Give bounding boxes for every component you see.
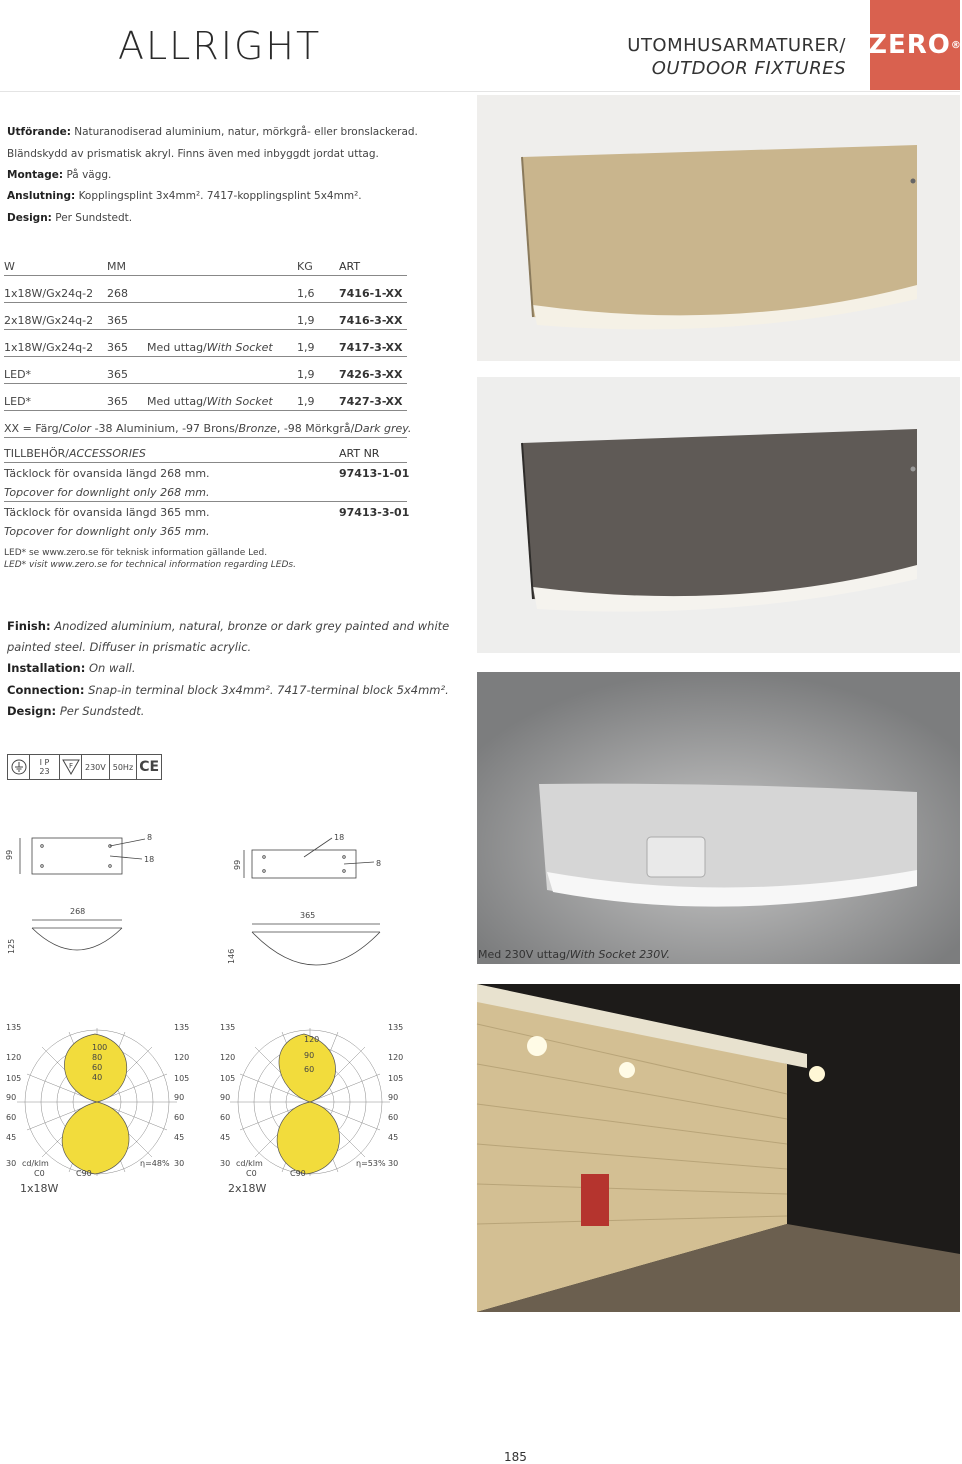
accessory-row-sv: [4, 504, 410, 522]
cell-kg: 1,6: [297, 287, 315, 300]
voltage: 230V: [82, 755, 110, 779]
acc-en: Topcover for downlight only 268 mm.: [4, 486, 210, 499]
ring-label: 60: [304, 1065, 315, 1074]
acc-en: Topcover for downlight only 365 mm.: [4, 525, 210, 538]
angle-label: 45: [6, 1133, 17, 1142]
backplate-365: [252, 850, 356, 878]
angle-label: 90: [6, 1093, 17, 1102]
cell-w: LED*: [4, 395, 32, 408]
spec-design-en: [7, 704, 144, 718]
dim-h3: 125: [7, 938, 16, 954]
accessory-row-sv: [4, 465, 410, 483]
spec-design-sv: [7, 212, 132, 224]
spec-finish-sv: [7, 126, 418, 138]
cell-art: 7417-3-XX: [339, 341, 403, 354]
acc-header-en: ACCESSORIES: [69, 447, 146, 460]
profile-365: [252, 932, 380, 965]
col-header-mm: MM: [107, 260, 126, 273]
socket-caption: [478, 948, 670, 961]
dim-h1: 99: [5, 849, 14, 860]
screw-hole: [263, 870, 266, 873]
spec-text: Per Sundstedt.: [59, 704, 145, 718]
angle-label: 120: [174, 1053, 190, 1062]
note-en: With Socket: [206, 341, 273, 354]
screw-hole: [109, 865, 112, 868]
spec-finish-en-2: painted steel. Diffuser in prismatic acrylic.: [7, 640, 252, 654]
cell-kg: 1,9: [297, 395, 315, 408]
acc-header: [4, 447, 146, 460]
dim-h4: 146: [227, 948, 236, 964]
cell-w: 1x18W/Gx24q-2: [4, 287, 94, 300]
col-header-art: ART: [339, 260, 361, 273]
screw-hole: [343, 856, 346, 859]
ip-bottom: 23: [39, 767, 50, 776]
cell-mm: 268: [107, 287, 128, 300]
accessory-row-en: [4, 484, 407, 502]
table-row: [4, 366, 407, 384]
cell-art: 7416-3-XX: [339, 314, 403, 327]
cell-art: 7427-3-XX: [339, 395, 403, 408]
dim-d4: 8: [376, 859, 382, 868]
polar-lobe-c90: [62, 1102, 129, 1174]
angle-label: 45: [174, 1133, 185, 1142]
ce-mark-icon: CE: [139, 759, 160, 775]
product-photo-socket: [477, 672, 960, 964]
efficiency-label: η=53%: [356, 1159, 386, 1168]
cell-kg: 1,9: [297, 341, 315, 354]
angle-label: 90: [174, 1093, 185, 1102]
dim-d2: 18: [144, 855, 155, 864]
product-table: [4, 258, 412, 438]
screw-hole: [41, 865, 44, 868]
note-sv: Med uttag/: [147, 395, 207, 408]
f-mark-icon: [60, 755, 82, 779]
dim-w1: 268: [70, 907, 86, 916]
certification-strip: [7, 754, 162, 780]
logo-mark: ®: [950, 39, 962, 51]
page-number: 185: [504, 1450, 527, 1464]
angle-label: 105: [174, 1074, 190, 1083]
header-divider: [0, 91, 960, 92]
angle-label: 105: [388, 1074, 404, 1083]
acc-art: 97413-3-01: [339, 506, 410, 519]
col-header-kg: KG: [297, 260, 313, 273]
angle-label: 60: [174, 1113, 185, 1122]
dim-d3: 18: [334, 833, 345, 842]
angle-label: 120: [220, 1053, 236, 1062]
spec-conn-sv: [7, 190, 362, 202]
spec-text: On wall.: [89, 661, 136, 675]
logo-text: ZERO: [868, 30, 951, 60]
spec-text: Naturanodiserad aluminium, natur, mörkgrå- eller bronslackerad.: [74, 126, 418, 138]
angle-label: 105: [220, 1074, 236, 1083]
ring-label: 80: [92, 1053, 103, 1062]
spec-finish-en: [7, 619, 449, 633]
cn-b: Color: [62, 422, 92, 435]
angle-label: 30: [220, 1159, 231, 1168]
cell-note: [147, 395, 273, 408]
acc-header-sv: TILLBEHÖR/: [4, 447, 69, 460]
table-row: [4, 312, 407, 330]
category-sv: UTOMHUSARMATURER/: [627, 35, 846, 56]
angle-label: 135: [174, 1023, 190, 1032]
angle-label: 90: [388, 1093, 399, 1102]
diagram-title: 1x18W: [20, 1182, 59, 1195]
ring-label: 90: [304, 1051, 315, 1060]
cell-w: 2x18W/Gx24q-2: [4, 314, 94, 327]
spec-label: Installation:: [7, 661, 86, 675]
spec-label: Anslutning:: [7, 190, 76, 202]
cn-d: Bronze: [238, 422, 277, 435]
cn-c: -38 Aluminium, -97 Brons/: [91, 422, 239, 435]
c0-label: C0: [246, 1169, 257, 1178]
diagram-title: 2x18W: [228, 1182, 267, 1195]
accessories-table: [4, 445, 410, 545]
angle-label: 135: [220, 1023, 236, 1032]
color-note-row: [4, 420, 412, 438]
polar-lobe-c90: [277, 1102, 339, 1174]
product-photo-grey: [477, 377, 960, 653]
spec-text: Snap-in terminal block 3x4mm². 7417-terminal block 5x4mm².: [88, 683, 449, 697]
spec-label: Finish:: [7, 619, 51, 633]
ip-rating: [30, 755, 60, 779]
svg-text:F: F: [68, 762, 73, 770]
note-sv: Med uttag/: [147, 341, 207, 354]
caption-sv: Med 230V uttag/: [478, 948, 570, 961]
ring-label: 120: [304, 1035, 320, 1044]
note-en: With Socket: [206, 395, 273, 408]
angle-label: 120: [388, 1053, 404, 1062]
angle-label: 60: [220, 1113, 231, 1122]
acc-sv: Täcklock för ovansida längd 268 mm.: [4, 467, 210, 480]
polar-svg: [0, 1020, 420, 1200]
cell-kg: 1,9: [297, 368, 315, 381]
frequency: 50Hz: [110, 755, 137, 779]
profile-268: [32, 928, 122, 950]
cell-art: 7416-1-XX: [339, 287, 403, 300]
spec-text: Anodized aluminium, natural, bronze or dark grey painted and white: [54, 619, 450, 633]
angle-label: 60: [6, 1113, 17, 1122]
spec-label: Connection:: [7, 683, 85, 697]
screw-hole: [343, 870, 346, 873]
dim-w2: 365: [300, 911, 316, 920]
spec-label: Design:: [7, 704, 57, 718]
cell-art: 7426-3-XX: [339, 368, 403, 381]
led-note-en: LED* visit www.zero.se for technical information regarding LEDs.: [4, 560, 296, 570]
unit-label: cd/klm: [236, 1159, 263, 1168]
installation-photo: [477, 984, 960, 1312]
angle-label: 30: [174, 1159, 185, 1168]
cn-a: XX = Färg/: [4, 422, 63, 435]
screw-hole: [41, 845, 44, 848]
angle-label: 30: [6, 1159, 17, 1168]
unit-label: cd/klm: [22, 1159, 49, 1168]
ip-top: I P: [39, 758, 50, 767]
c90-label: C90: [290, 1169, 306, 1178]
polar-diagrams: [0, 1020, 420, 1200]
spec-label: Design:: [7, 212, 52, 224]
angle-label: 135: [6, 1023, 22, 1032]
ring-label: 100: [92, 1043, 108, 1052]
c90-label: C90: [76, 1169, 92, 1178]
table-row: [4, 339, 407, 357]
angle-label: 135: [388, 1023, 404, 1032]
table-row: [4, 393, 407, 411]
efficiency-label: η=48%: [140, 1159, 170, 1168]
cell-mm: 365: [107, 395, 128, 408]
acc-header-art: ART NR: [339, 447, 380, 460]
dim-d1: 8: [147, 833, 153, 842]
angle-label: 120: [6, 1053, 22, 1062]
spec-finish-sv-2: Bländskydd av prismatisk akryl. Finns även med inbyggdt jordat uttag.: [7, 148, 379, 160]
cn-e: , -98 Mörkgrå/: [276, 422, 355, 435]
cell-mm: 365: [107, 368, 128, 381]
angle-label: 45: [388, 1133, 399, 1142]
zero-logo: [870, 0, 960, 90]
col-header-w: W: [4, 260, 15, 273]
cell-w: LED*: [4, 368, 32, 381]
cell-mm: 365: [107, 314, 128, 327]
cell-note: [147, 341, 273, 354]
acc-art: 97413-1-01: [339, 467, 410, 480]
color-note: [4, 422, 411, 435]
screw-hole: [263, 856, 266, 859]
cell-kg: 1,9: [297, 314, 315, 327]
dim-h2: 99: [233, 859, 242, 870]
angle-label: 45: [220, 1133, 231, 1142]
spec-text: Per Sundstedt.: [55, 212, 133, 224]
table-header-row: [4, 258, 407, 276]
spec-install-en: [7, 661, 136, 675]
spec-label: Utförande:: [7, 126, 71, 138]
category-en: OUTDOOR FIXTURES: [651, 58, 846, 79]
ring-label: 60: [92, 1063, 103, 1072]
led-note-sv: LED* se www.zero.se för teknisk information gällande Led.: [4, 548, 268, 558]
table-row: [4, 285, 407, 303]
spec-mount-sv: [7, 169, 111, 181]
angle-label: 30: [388, 1159, 399, 1168]
angle-label: 105: [6, 1074, 22, 1083]
backplate-268: [32, 838, 122, 874]
category-heading: [627, 34, 846, 80]
spec-label: Montage:: [7, 169, 64, 181]
spec-text: På vägg.: [66, 169, 112, 181]
acc-sv: Täcklock för ovansida längd 365 mm.: [4, 506, 210, 519]
spec-conn-en: [7, 683, 449, 697]
cn-f: Dark grey.: [354, 422, 412, 435]
cell-mm: 365: [107, 341, 128, 354]
angle-label: 90: [220, 1093, 231, 1102]
page-title: ALLRIGHT: [118, 24, 322, 68]
spec-text: Kopplingsplint 3x4mm². 7417-kopplingsplint 5x4mm².: [78, 190, 362, 202]
angle-label: 60: [388, 1113, 399, 1122]
ring-label: 40: [92, 1073, 103, 1082]
caption-en: With Socket 230V.: [569, 948, 670, 961]
accessories-header: [4, 445, 407, 463]
cell-w: 1x18W/Gx24q-2: [4, 341, 94, 354]
earth-icon: [8, 755, 30, 779]
product-photo-bronze: [477, 95, 960, 361]
dimension-drawings: [0, 826, 400, 986]
c0-label: C0: [34, 1169, 45, 1178]
accessory-row-en: [4, 523, 407, 541]
